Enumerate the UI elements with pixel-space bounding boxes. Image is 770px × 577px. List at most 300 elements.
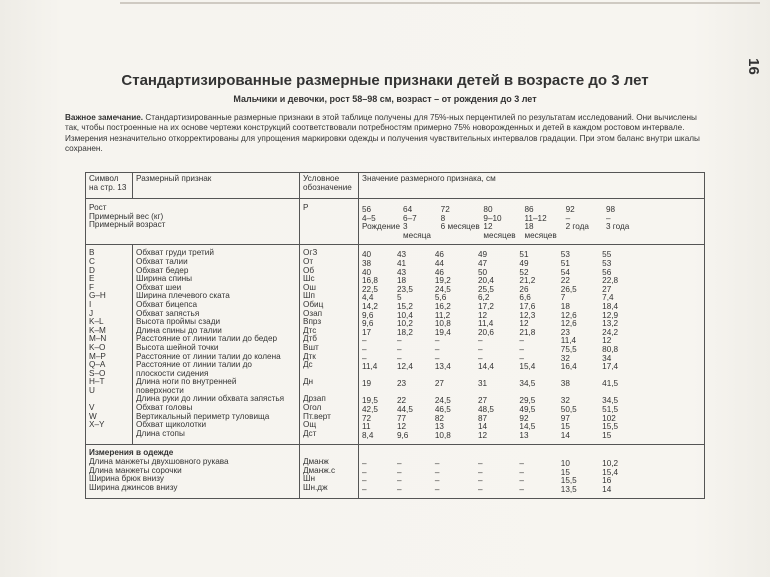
measure-symbol: F (89, 282, 95, 292)
growth-value-col (359, 204, 403, 242)
measure-value-cell: 15 (602, 430, 612, 440)
measure-value-cell: 42,5 (362, 405, 378, 415)
measure-symbol: I (89, 299, 92, 309)
clothing-designation: Шн (303, 474, 316, 484)
measure-value-cell: 51,5 (602, 405, 619, 415)
symbol-spacer (89, 395, 129, 404)
measure-feature: Обхват талии (136, 256, 188, 266)
growth-value-cell: 80 (483, 205, 493, 214)
measure-value-cell: 7 (560, 293, 566, 303)
growth-value-cell: 56 (362, 205, 372, 214)
measure-feature: Обхват запястья (136, 308, 200, 318)
measure-value-cell: 44 (434, 258, 444, 268)
measure-value-cell: 27 (602, 284, 612, 294)
measure-value-cell: 10,8 (434, 430, 451, 440)
clothing-value-cell: – (434, 467, 440, 477)
measure-feature: Расстояние от линии талии до колена (136, 351, 281, 361)
growth-value-cell: 64 (403, 205, 413, 214)
measure-value-cell: 40 (362, 267, 372, 277)
measure-values (359, 245, 705, 445)
measure-value-cell: 22 (560, 276, 570, 286)
measure-value-cell: 19,4 (434, 327, 451, 337)
measure-feature: Обхват бедер (136, 265, 189, 275)
clothing-value-cell: – (362, 459, 367, 469)
measure-designation: Шс (303, 274, 315, 284)
measure-value-cell: 77 (396, 413, 407, 423)
growth-value-col (441, 204, 484, 242)
header-symbol: Символ на стр. 13 (86, 173, 133, 199)
measure-designation: Пт.верт (303, 411, 331, 421)
measure-value-cell: 52 (519, 267, 529, 277)
clothing-value-cell: – (396, 459, 402, 469)
measure-value-cell: 34,5 (519, 379, 536, 389)
measure-value-cell: – (434, 353, 440, 363)
measure-value-cell: 16,2 (434, 301, 451, 311)
clothing-designation: Дманж (303, 457, 329, 467)
measure-value-cell: 18,2 (396, 327, 413, 337)
clothing-value-cell: – (396, 467, 402, 477)
measure-value-cell: 34,5 (602, 396, 619, 406)
measure-value-cell: – (434, 344, 440, 354)
measure-value-cell: 9,6 (362, 310, 374, 320)
measure-symbol: S–O (89, 368, 106, 378)
measure-value-cell: 49,5 (519, 405, 536, 415)
page-subtitle: Мальчики и девочки, рост 58–98 см, возраст – от рождения до 3 лет (233, 94, 537, 104)
measure-symbol: J (89, 308, 94, 318)
measure-value-cell: 23 (396, 379, 407, 389)
growth-labels (86, 199, 300, 245)
measure-features (133, 245, 300, 445)
table-header-row (86, 173, 705, 199)
clothing-designation: Дманж.с (303, 465, 336, 475)
clothing-feature: Длина манжеты сорочки (89, 465, 182, 475)
measure-value-cell: – (362, 353, 367, 363)
measure-value-cell: 34 (602, 353, 612, 363)
header-feature: Размерный признак (133, 173, 300, 199)
growth-value-cell: 86 (524, 205, 534, 214)
measure-value-cell: 24,5 (434, 396, 451, 406)
measure-feature: Обхват груди третий (136, 248, 214, 258)
measure-value-cell: 82 (434, 413, 444, 423)
measure-value-col (519, 249, 560, 442)
clothing-features (86, 445, 300, 499)
measure-feature: Длина руки до линии обхвата запястья (136, 394, 285, 404)
clothing-value-cell: – (519, 484, 524, 494)
measure-value-cell: 10,2 (396, 319, 413, 329)
measure-value-cell: 72 (362, 413, 372, 423)
measure-value-cell: 20,6 (478, 327, 494, 337)
measure-value-cell: 14 (560, 430, 570, 440)
measure-feature: Расстояние от линии талии до (136, 360, 252, 370)
measure-value-cell: 9,6 (396, 430, 409, 440)
clothing-value-cell: – (362, 467, 367, 477)
clothing-heading: Измерения в одежде (89, 448, 174, 458)
measure-designation: Ош (303, 282, 316, 292)
clothing-value-col (435, 458, 478, 496)
measure-value-cell: 12 (478, 430, 488, 440)
clothing-value-cell: – (478, 467, 483, 477)
measure-value-cell: 22 (396, 396, 407, 406)
measure-feature: Длина стопы (136, 428, 185, 438)
clothing-value-col (359, 458, 397, 496)
measure-value-cell: 43 (396, 267, 407, 277)
measure-value-cell: 22,8 (602, 276, 619, 286)
growth-value-cell: 4–5 (362, 213, 376, 223)
measures-row (86, 245, 705, 445)
growth-value-cell: 12 месяцев (483, 222, 516, 240)
clothing-value-cell: – (396, 476, 402, 486)
measure-value-cell: – (396, 336, 402, 346)
measure-value-cell: 12 (519, 319, 529, 329)
growth-value-cell: 3 года (605, 222, 630, 232)
measure-value-cell: 13,4 (434, 362, 451, 372)
measure-value-cell: 47 (478, 258, 488, 268)
measure-value-cell: 80,8 (602, 344, 619, 354)
growth-value-cell: 6 месяцев (440, 222, 480, 232)
growth-label: Примерный вес (кг) (89, 211, 164, 221)
measure-symbol: C (89, 256, 95, 266)
measure-symbol: W (89, 411, 97, 421)
clothing-feature: Длина манжеты двухшовного рукава (89, 457, 229, 467)
measure-value-cell: 43 (396, 250, 407, 260)
measure-value-cell: 54 (560, 267, 570, 277)
measure-value-cell: 51 (519, 250, 529, 260)
measure-feature: Расстояние от линии талии до бедер (136, 334, 278, 344)
measure-value-cell: 17 (362, 327, 372, 337)
measure-value-cell: 21,2 (519, 276, 536, 286)
measure-designation: Дс (303, 360, 313, 370)
note-label: Важное замечание. (65, 113, 144, 122)
measure-value-cell: 49 (478, 250, 488, 260)
measure-value-cell: 25,5 (478, 284, 494, 294)
measure-value-cell: 13 (519, 430, 529, 440)
measure-value-cell: 14 (478, 422, 488, 432)
measure-value-cell: 14,2 (362, 301, 378, 311)
growth-value-col (403, 204, 441, 242)
measure-value-cell: 12,3 (519, 310, 536, 320)
growth-value-col (566, 204, 606, 242)
measure-value-cell: 92 (519, 413, 529, 423)
clothing-value-cell: – (396, 484, 402, 494)
growth-value-col (606, 204, 704, 242)
measure-symbol: H–T (89, 377, 105, 387)
clothing-value-cell: – (519, 476, 524, 486)
measure-value-cell: 31 (478, 379, 488, 389)
measure-value-cell: 32 (560, 396, 570, 406)
measure-value-cell: 15,4 (519, 362, 536, 372)
clothing-value-cell: 15 (560, 467, 570, 477)
measure-value-cell: 5 (396, 293, 402, 303)
measure-value-cell: 17,4 (602, 362, 619, 372)
growth-value-cell: 8 (440, 213, 446, 223)
measure-value-cell: 10,8 (434, 319, 451, 329)
measure-value-cell: 46 (434, 250, 444, 260)
measure-value-cell: 23,5 (396, 284, 413, 294)
measure-designation: ОгЗ (303, 248, 318, 258)
clothing-feature: Ширина джинсов внизу (89, 482, 178, 492)
measure-feature: Высота шейной точки (136, 342, 219, 352)
measure-value-cell: 19,5 (362, 396, 378, 406)
measure-value-cell: 24,2 (602, 327, 619, 337)
measure-value-cell: 50 (478, 267, 488, 277)
measure-value-cell: 9,6 (362, 319, 374, 329)
measure-value-cell: – (478, 353, 483, 363)
clothing-values (359, 445, 705, 499)
clothing-feature: Ширина брюк внизу (89, 474, 164, 484)
page-title: Стандартизированные размерные признаки детей в возрасте до 3 лет (121, 72, 649, 89)
clothing-value-cell: – (478, 476, 483, 486)
measure-value-cell: 14,5 (519, 422, 536, 432)
measure-value-cell: 23 (560, 327, 570, 337)
measure-value-cell: 13 (434, 422, 444, 432)
measure-value-col (561, 249, 602, 442)
measure-designation: Дтк (303, 351, 316, 361)
clothing-value-cell: – (434, 476, 440, 486)
measure-value-cell: 46,5 (434, 405, 451, 415)
measure-value-cell: 38 (560, 379, 570, 389)
measure-symbol: M–P (89, 351, 106, 361)
clothing-value-cell: – (519, 467, 524, 477)
measure-value-cell: 26,5 (560, 284, 577, 294)
measure-feature: Ширина плечевого ската (136, 291, 230, 301)
header-designation: Условное обозначение (300, 173, 359, 199)
measure-value-cell: 13,2 (602, 319, 619, 329)
measure-value-col (359, 249, 397, 442)
measure-feature: Обхват бицепса (136, 299, 198, 309)
measure-value-cell: – (478, 344, 483, 354)
measure-value-cell: 27 (478, 396, 488, 406)
clothing-value-col (602, 458, 704, 496)
clothing-value-cell: 16 (602, 476, 612, 486)
measure-value-cell: – (519, 336, 524, 346)
measure-value-cell: – (434, 336, 440, 346)
measure-value-cell: 16,8 (362, 276, 378, 286)
growth-value-cell: 98 (605, 205, 616, 214)
measure-value-cell: 24,5 (434, 284, 451, 294)
important-note (65, 113, 710, 155)
measure-value-cell: 10,4 (396, 310, 413, 320)
size-table (85, 172, 705, 499)
clothing-value-cell: 13,5 (560, 484, 577, 494)
measure-value-cell: 97 (560, 413, 570, 423)
clothing-value-cell: – (519, 459, 524, 469)
growth-values (359, 199, 705, 245)
measure-value-col (602, 249, 704, 442)
measure-feature: Длина ноги по внутренней (136, 377, 237, 387)
clothing-value-col (397, 458, 435, 496)
measure-value-cell: 32 (560, 353, 570, 363)
clothing-value-cell: – (434, 484, 440, 494)
measure-value-cell: 75,5 (560, 344, 577, 354)
measure-value-cell: 12 (396, 422, 407, 432)
measure-value-cell: 18,4 (602, 301, 619, 311)
measure-symbol: K–M (89, 325, 106, 335)
measure-value-cell: 15,2 (396, 301, 413, 311)
measure-value-col (397, 249, 435, 442)
measure-value-cell: 40 (362, 250, 372, 260)
growth-value-cell: – (605, 213, 611, 223)
measure-feature: Длина спины до талии (136, 325, 222, 335)
growth-value-cell: 9–10 (483, 213, 502, 223)
measure-value-col (435, 249, 478, 442)
measure-value-cell: 12,6 (560, 319, 577, 329)
measure-symbol: K–L (89, 317, 104, 327)
measure-symbol: X–Y (89, 420, 105, 430)
clothing-value-cell: – (434, 459, 440, 469)
measure-value-cell: 4,4 (362, 293, 374, 303)
clothing-designations (300, 445, 359, 499)
measure-designation: Огол (303, 403, 322, 413)
measure-value-cell: 6,6 (519, 293, 531, 303)
measure-feature: Вертикальный периметр туловища (136, 411, 270, 421)
growth-row (86, 199, 705, 245)
measure-value-cell: 87 (478, 413, 488, 423)
measure-value-cell: 12 (602, 336, 612, 346)
measure-value-cell: 11,2 (434, 310, 451, 320)
measure-symbol: G–H (89, 291, 106, 301)
measure-value-cell: 15,5 (602, 422, 619, 432)
measure-value-cell: 56 (602, 267, 612, 277)
growth-value-cell: 72 (440, 205, 450, 214)
measure-value-cell: 11,4 (362, 362, 378, 372)
clothing-value-cell: – (362, 484, 367, 494)
clothing-value-cell: 10 (560, 459, 570, 469)
measure-value-cell: 18 (560, 301, 570, 311)
measure-value-cell: 12,4 (396, 362, 413, 372)
measure-feature: поверхности (136, 385, 184, 395)
measure-value-cell: 55 (602, 250, 612, 260)
measure-value-cell: 17,6 (519, 301, 536, 311)
clothing-value-col (519, 458, 560, 496)
growth-value-cell: 11–12 (524, 213, 547, 223)
measure-symbol: D (89, 265, 95, 275)
measure-symbol: M–N (89, 334, 107, 344)
measure-feature: Ширина спины (136, 274, 193, 284)
clothing-row (86, 445, 705, 499)
measure-value-cell: – (396, 344, 402, 354)
measure-feature: Высота проймы сзади (136, 317, 221, 327)
top-edge-line (120, 2, 760, 4)
measure-value-cell: – (519, 353, 524, 363)
measure-feature: Обхват головы (136, 403, 193, 413)
measure-symbol: E (89, 274, 95, 284)
measure-value-cell: – (362, 336, 367, 346)
measure-designation: Дтб (303, 334, 317, 344)
measure-designation: Дтс (303, 325, 317, 335)
growth-label: Примерный возраст (89, 220, 166, 230)
clothing-value-cell: 14 (602, 484, 612, 494)
measure-value-cell: 6,2 (478, 293, 490, 303)
measure-feature: плоскости сидения (136, 368, 209, 378)
growth-value-cell: 3 месяца (403, 222, 431, 240)
measure-value-cell: 53 (602, 258, 612, 268)
measure-symbols (86, 245, 133, 445)
growth-value-cell: Рождение (362, 222, 401, 232)
measure-value-cell: 44,5 (396, 405, 413, 415)
measure-value-cell: 11,4 (478, 319, 494, 329)
measure-value-cell: 27 (434, 379, 444, 389)
measure-value-cell: – (519, 344, 524, 354)
measure-value-cell: 51 (560, 258, 570, 268)
clothing-designation: Шн.дж (303, 482, 328, 492)
measure-value-cell: 19 (362, 379, 372, 389)
measure-designation: Озап (303, 308, 323, 318)
measure-value-cell: 12 (478, 310, 488, 320)
growth-label: Рост (89, 203, 107, 212)
measure-value-cell: 41,5 (602, 379, 619, 389)
measure-value-cell: 15 (560, 422, 570, 432)
measure-feature: Обхват шеи (136, 282, 182, 292)
measure-designation: Вшт (303, 342, 319, 352)
note-text: Стандартизированные размерные признаки в этой таблице получены для 75%-ных перцентилей по результатам исследований. Они вычислены так, чтобы построенные на их основе чертежи конструкций соответствовали потребностям примерно 75% новорожденных и детей в каждом ростовом интервале. Измерения незначительно откорректированы для упрощения маркировки одежды и получения чувствительных интервалов градации. При этом баланс внутри шкалы сохранен. (65, 113, 700, 154)
measure-value-cell: 11 (362, 422, 371, 432)
measure-symbol: Q–A (89, 360, 106, 370)
measure-value-cell: 26 (519, 284, 529, 294)
measure-designation: Дн (303, 377, 314, 387)
measure-value-cell: 18 (396, 276, 407, 286)
growth-value-cell: 2 года (565, 222, 589, 232)
measure-value-cell: 38 (362, 258, 372, 268)
clothing-value-cell: – (478, 484, 483, 494)
page-number: 16 (745, 58, 763, 75)
clothing-value-cell: 15,4 (602, 467, 619, 477)
measure-value-cell: 17,2 (478, 301, 494, 311)
measure-value-cell: 49 (519, 258, 529, 268)
clothing-value-cell: – (362, 476, 367, 486)
measure-value-cell: 14,4 (478, 362, 494, 372)
growth-designation: P (300, 199, 359, 245)
measure-value-cell: – (362, 344, 367, 354)
clothing-value-cell: 10,2 (602, 459, 619, 469)
measure-value-cell: 8,4 (362, 430, 374, 440)
measure-value-cell: 50,5 (560, 405, 577, 415)
measure-value-cell: 7,4 (602, 293, 614, 303)
measure-designation: От (303, 256, 314, 266)
measure-designations (300, 245, 359, 445)
measure-designation: Впрз (303, 317, 322, 327)
measure-value-cell: 102 (602, 413, 616, 423)
clothing-value-cell: – (478, 459, 483, 469)
measure-symbol: B (89, 248, 95, 258)
measure-value-cell: – (478, 336, 483, 346)
header-value: Значение размерного признака, см (359, 173, 705, 199)
growth-value-cell: – (565, 213, 571, 223)
measure-designation: Шп (303, 291, 315, 301)
measure-value-cell: 5,6 (434, 293, 447, 303)
measure-feature: Обхват щиколотки (136, 420, 207, 430)
growth-value-col (483, 204, 524, 242)
measure-value-cell: 12,9 (602, 310, 619, 320)
measure-value-cell: 53 (560, 250, 570, 260)
measure-designation: Дрзап (303, 394, 326, 404)
measure-value-cell: 29,5 (519, 396, 536, 406)
clothing-value-cell: 15,5 (560, 476, 577, 486)
measure-value-cell: 41 (396, 258, 407, 268)
measure-symbol: K–O (89, 342, 106, 352)
measure-value-cell: 20,4 (478, 276, 494, 286)
growth-value-cell: 6–7 (403, 213, 417, 223)
measure-value-cell: – (396, 353, 402, 363)
clothing-value-col (478, 458, 519, 496)
growth-value-cell: 92 (565, 205, 575, 214)
measure-value-col (478, 249, 519, 442)
growth-value-cell: 18 месяцев (524, 222, 557, 240)
measure-designation: Ощ (303, 420, 317, 430)
measure-value-cell: 11,4 (560, 336, 577, 346)
measure-value-cell: 21,8 (519, 327, 536, 337)
measure-designation: Об (303, 265, 315, 275)
clothing-value-col (561, 458, 602, 496)
